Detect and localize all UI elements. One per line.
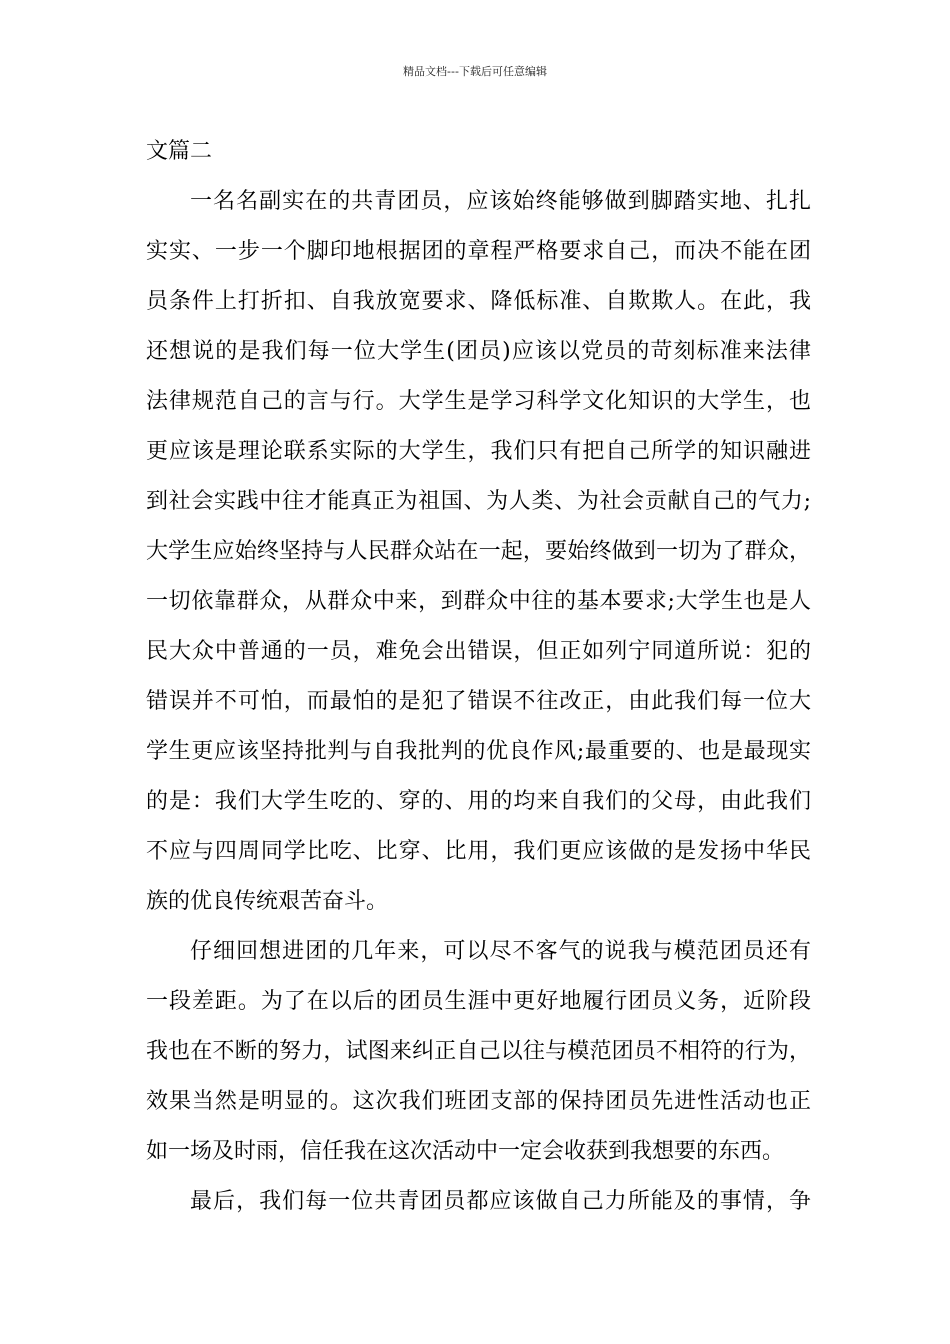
text-line: 学生更应该坚持批判与自我批判的优良作风;最重要的、也是最现实	[146, 739, 811, 764]
text-line: 最后，我们每一位共青团员都应该做自己力所能及的事情，争	[190, 1189, 811, 1214]
text-line: 仔细回想进团的几年来，可以尽不客气的说我与模范团员还有	[190, 939, 811, 964]
text-line: 法律规范自己的言与行。大学生是学习科学文化知识的大学生，也	[146, 389, 811, 414]
text-line: 大学生应始终坚持与人民群众站在一起，要始终做到一切为了群众，	[146, 539, 811, 564]
text-line: 实实、一步一个脚印地根据团的章程严格要求自己，而决不能在团	[146, 239, 811, 264]
text-line: 一名名副实在的共青团员，应该始终能够做到脚踏实地、扎扎	[190, 189, 811, 214]
text-line: 员条件上打折扣、自我放宽要求、降低标准、自欺欺人。在此，我	[146, 289, 811, 314]
paragraph-3	[146, 1177, 811, 1227]
paragraph-2	[146, 927, 811, 1177]
section-title: 文篇二	[146, 139, 213, 164]
text-line: 不应与四周同学比吃、比穿、比用，我们更应该做的是发扬中华民	[146, 839, 811, 864]
text-line: 如一场及时雨，信任我在这次活动中一定会收获到我想要的东西。	[146, 1139, 785, 1164]
text-line: 一切依靠群众，从群众中来，到群众中往的基本要求;大学生也是人	[146, 589, 811, 614]
text-line: 我也在不断的努力，试图来纠正自己以往与模范团员不相符的行为，	[146, 1039, 811, 1064]
text-line: 效果当然是明显的。这次我们班团支部的保持团员先进性活动也正	[146, 1089, 811, 1114]
text-line: 的是：我们大学生吃的、穿的、用的均来自我们的父母，由此我们	[146, 789, 811, 814]
page-header-note: 精品文档---下载后可任意编辑	[403, 65, 547, 78]
text-line: 族的优良传统艰苦奋斗。	[146, 889, 389, 914]
text-line: 到社会实践中往才能真正为祖国、为人类、为社会贡献自己的气力;	[146, 489, 811, 514]
text-line: 还想说的是我们每一位大学生(团员)应该以党员的苛刻标准来法律	[146, 339, 811, 364]
text-line: 民大众中普通的一员，难免会出错误，但正如列宁同道所说：犯的	[146, 639, 811, 664]
text-line: 更应该是理论联系实际的大学生，我们只有把自己所学的知识融进	[146, 439, 811, 464]
text-line: 一段差距。为了在以后的团员生涯中更好地履行团员义务，近阶段	[146, 989, 811, 1014]
text-line: 错误并不可怕，而最怕的是犯了错误不往改正，由此我们每一位大	[146, 689, 811, 714]
document-body	[146, 127, 811, 1227]
paragraph-1	[146, 177, 811, 927]
